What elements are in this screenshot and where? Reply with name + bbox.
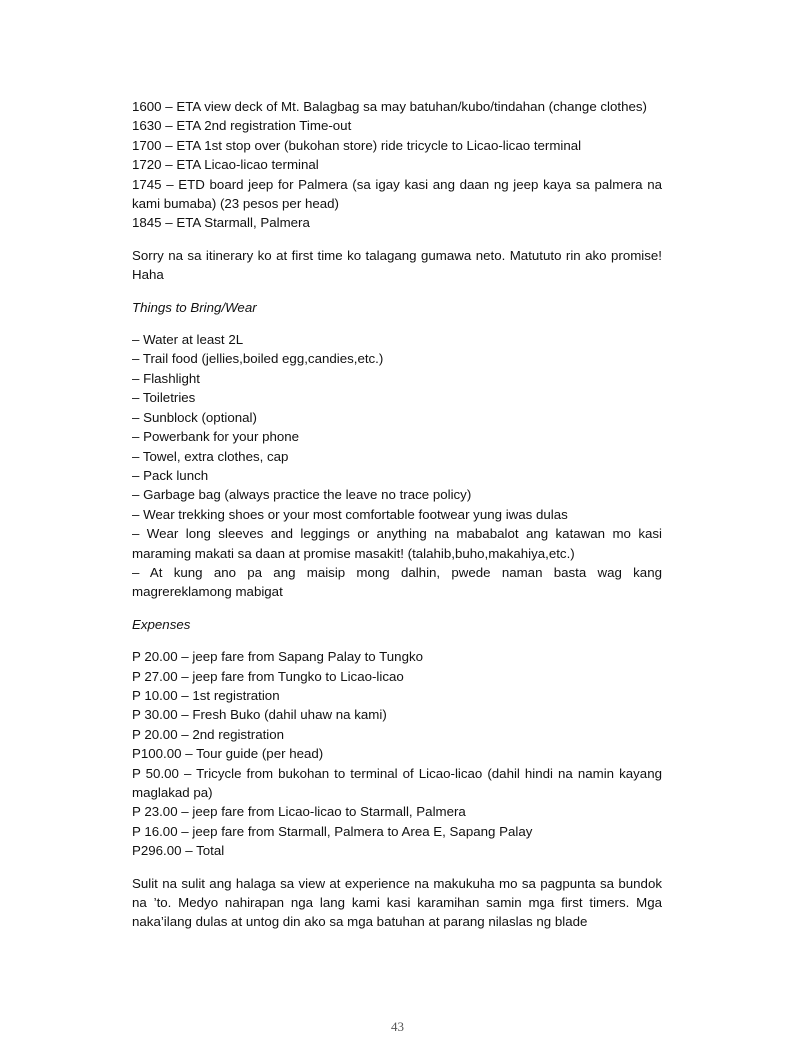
things-heading: Things to Bring/Wear [132, 299, 257, 315]
schedule-list [132, 97, 662, 233]
list-item: – Towel, extra clothes, cap [132, 448, 289, 464]
expense-item: P 27.00 – jeep fare from Tungko to Licao-licao [132, 668, 404, 684]
expense-total: P296.00 – Total [132, 843, 225, 859]
schedule-line: 1745 – ETD board jeep for Palmera (sa igay kasi ang daan ng jeep kaya sa palmera na kami bumaba) (23 pesos per head) [132, 176, 662, 212]
expense-item: P100.00 – Tour guide (per head) [132, 746, 324, 762]
schedule-line: 1720 – ETA Licao-licao terminal [132, 157, 319, 173]
list-item: – Sunblock (optional) [132, 409, 257, 425]
list-item: – At kung ano pa ang maisip mong dalhin, pwede naman basta wag kang magrereklamong mabigat [132, 564, 662, 600]
list-item: – Garbage bag (always practice the leave no trace policy) [132, 487, 472, 503]
list-item: – Flashlight [132, 370, 200, 386]
page-number: 43 [391, 1019, 404, 1034]
schedule-line: 1630 – ETA 2nd registration Time-out [132, 118, 352, 134]
expense-item: P 50.00 – Tricycle from bukohan to terminal of Licao-licao (dahil hindi na namin kayang maglakad pa) [132, 765, 662, 800]
expense-item: P 30.00 – Fresh Buko (dahil uhaw na kami) [132, 707, 387, 723]
expense-item: P 10.00 – 1st registration [132, 687, 280, 703]
schedule-line: 1600 – ETA view deck of Mt. Balagbag sa may batuhan/kubo/tindahan (change clothes) [132, 99, 647, 114]
expense-item: P 20.00 – jeep fare from Sapang Palay to Tungko [132, 649, 424, 665]
closing-paragraph: Sulit na sulit ang halaga sa view at experience na makukuha mo sa pagpunta sa bundok na ’to. Medyo nahirapan nga lang kami kasi karamihan samin mga first timers. Mga naka’ilang dulas at untog din ako sa mga batuhan at parang nilaslas ng blade [132, 875, 662, 930]
expense-item: P 20.00 – 2nd registration [132, 726, 285, 742]
list-item: – Toiletries [132, 390, 196, 406]
list-item: – Water at least 2L [132, 332, 244, 348]
expenses-heading: Expenses [132, 616, 191, 632]
schedule-line: 1700 – ETA 1st stop over (bukohan store) ride tricycle to Licao-licao terminal [132, 137, 582, 153]
list-item: – Wear trekking shoes or your most comfortable footwear yung iwas dulas [132, 506, 568, 522]
list-item: – Wear long sleeves and leggings or anything na mababalot ang katawan mo kasi maraming makati sa daan at promise masakit! (talahib,buho,makahiya,etc.) [132, 526, 662, 561]
things-list [132, 330, 662, 602]
list-item: – Trail food (jellies,boiled egg,candies,etc.) [132, 351, 384, 367]
expenses-list [132, 647, 662, 860]
expense-item: P 23.00 – jeep fare from Licao-licao to Starmall, Palmera [132, 804, 466, 820]
list-item: – Pack lunch [132, 467, 209, 483]
apology-paragraph: Sorry na sa itinerary ko at first time ko talagang gumawa neto. Matututo rin ako promise! Haha [132, 247, 662, 283]
document-page [132, 97, 662, 945]
list-item: – Powerbank for your phone [132, 429, 300, 445]
expense-item: P 16.00 – jeep fare from Starmall, Palmera to Area E, Sapang Palay [132, 823, 533, 839]
schedule-line: 1845 – ETA Starmall, Palmera [132, 215, 310, 231]
